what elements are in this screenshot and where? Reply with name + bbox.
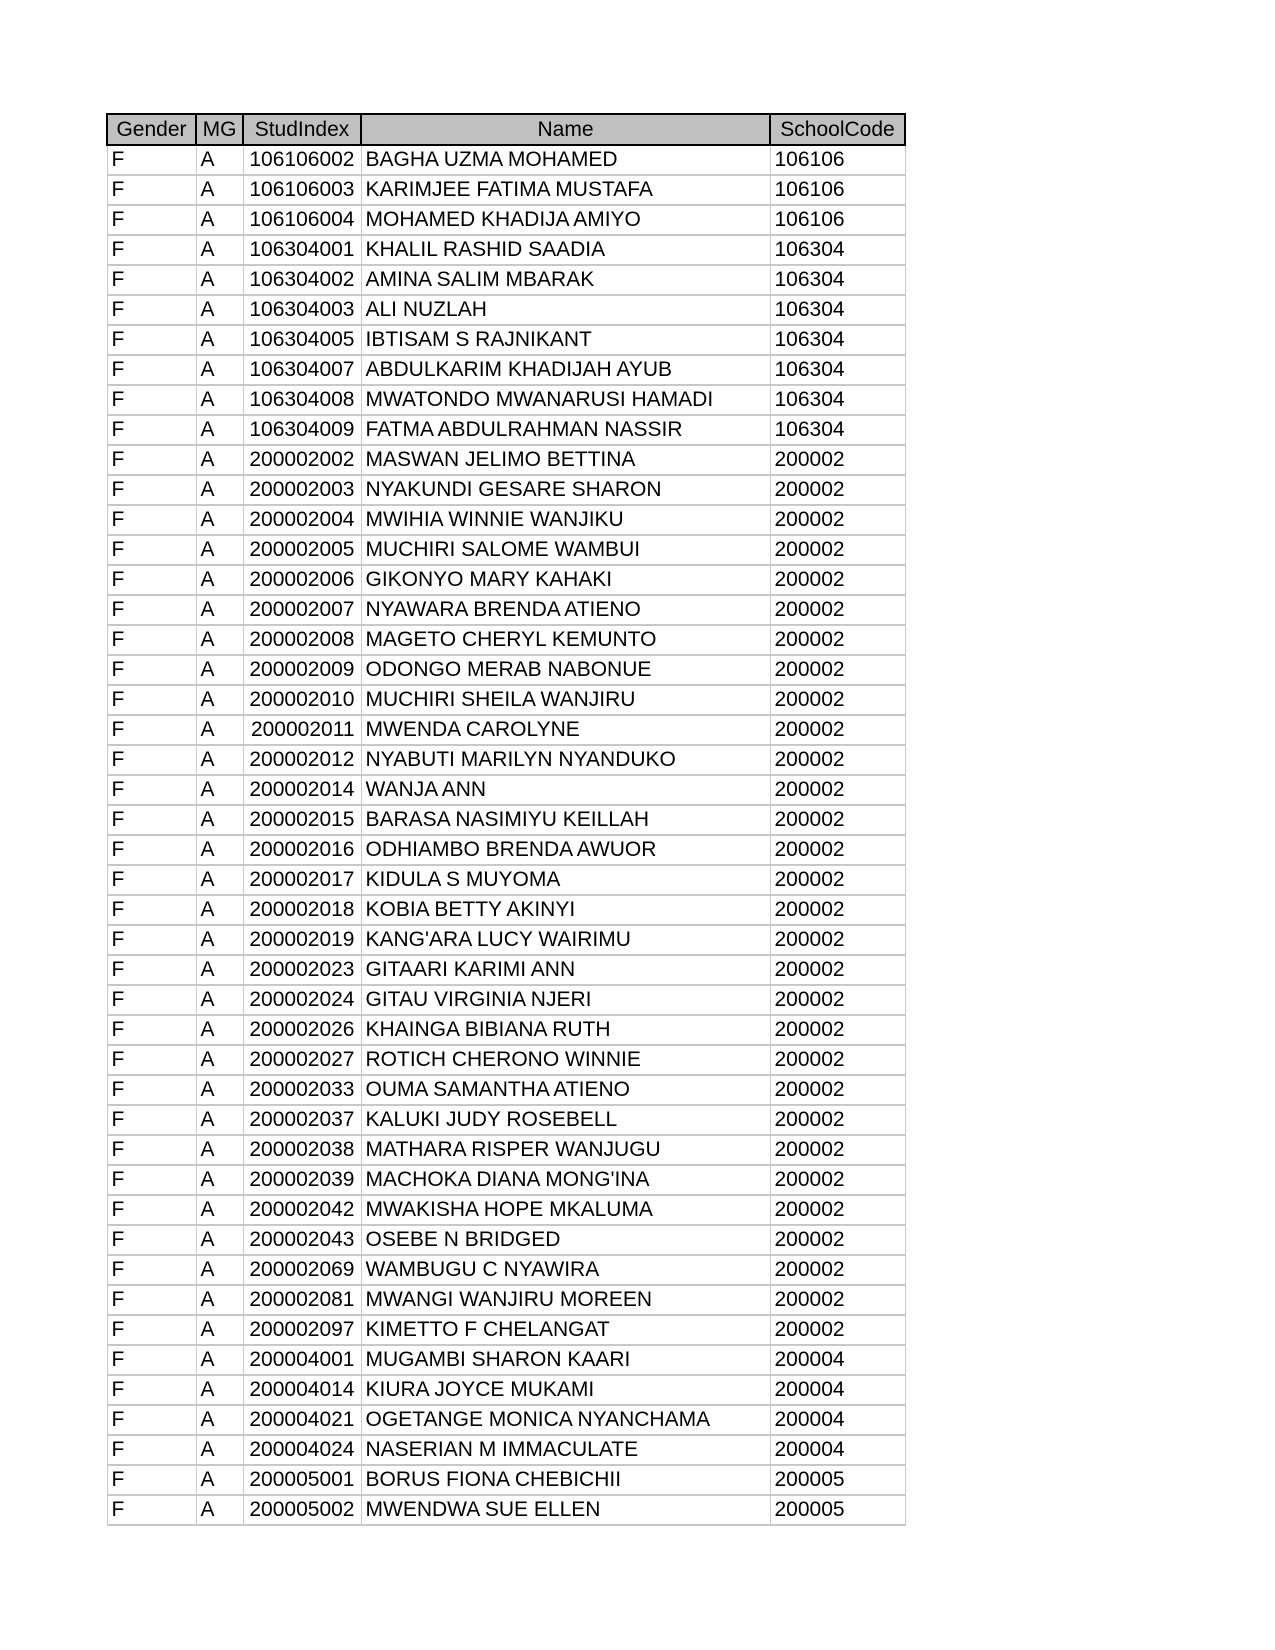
cell-name: WAMBUGU C NYAWIRA <box>361 1255 770 1285</box>
cell-mg: A <box>196 235 243 265</box>
cell-mg: A <box>196 685 243 715</box>
table-row <box>107 1465 905 1495</box>
cell-gender: F <box>107 445 196 475</box>
header-mg: MG <box>196 114 243 145</box>
table-row <box>107 1225 905 1255</box>
cell-name: NASERIAN M IMMACULATE <box>361 1435 770 1465</box>
cell-name: GITAU VIRGINIA NJERI <box>361 985 770 1015</box>
cell-school-code: 106304 <box>770 415 905 445</box>
cell-name: BARASA NASIMIYU KEILLAH <box>361 805 770 835</box>
cell-mg: A <box>196 565 243 595</box>
table-row <box>107 1285 905 1315</box>
cell-school-code: 200002 <box>770 535 905 565</box>
table-row <box>107 1315 905 1345</box>
cell-school-code: 200002 <box>770 1045 905 1075</box>
cell-stud-index: 200002081 <box>243 1285 361 1315</box>
cell-stud-index: 200002012 <box>243 745 361 775</box>
table-row <box>107 325 905 355</box>
cell-gender: F <box>107 1135 196 1165</box>
cell-stud-index: 200005002 <box>243 1495 361 1525</box>
cell-stud-index: 200002027 <box>243 1045 361 1075</box>
cell-gender: F <box>107 565 196 595</box>
cell-name: KHALIL RASHID SAADIA <box>361 235 770 265</box>
cell-gender: F <box>107 1165 196 1195</box>
cell-name: ABDULKARIM KHADIJAH AYUB <box>361 355 770 385</box>
cell-gender: F <box>107 1015 196 1045</box>
cell-gender: F <box>107 895 196 925</box>
table-row <box>107 805 905 835</box>
table-row <box>107 685 905 715</box>
cell-gender: F <box>107 925 196 955</box>
cell-mg: A <box>196 715 243 745</box>
cell-school-code: 200002 <box>770 445 905 475</box>
cell-school-code: 200002 <box>770 1015 905 1045</box>
cell-school-code: 200002 <box>770 625 905 655</box>
cell-gender: F <box>107 1045 196 1075</box>
cell-school-code: 200002 <box>770 1285 905 1315</box>
table-row <box>107 955 905 985</box>
cell-name: ODONGO MERAB NABONUE <box>361 655 770 685</box>
table-row <box>107 1015 905 1045</box>
cell-school-code: 200004 <box>770 1345 905 1375</box>
cell-name: MUCHIRI SALOME WAMBUI <box>361 535 770 565</box>
cell-gender: F <box>107 145 196 175</box>
cell-name: GIKONYO MARY KAHAKI <box>361 565 770 595</box>
cell-mg: A <box>196 1015 243 1045</box>
cell-stud-index: 200004021 <box>243 1405 361 1435</box>
table-row <box>107 1255 905 1285</box>
cell-stud-index: 200002017 <box>243 865 361 895</box>
cell-gender: F <box>107 235 196 265</box>
cell-gender: F <box>107 655 196 685</box>
cell-name: BAGHA UZMA MOHAMED <box>361 145 770 175</box>
cell-stud-index: 200004024 <box>243 1435 361 1465</box>
header-name: Name <box>361 114 770 145</box>
cell-stud-index: 200002023 <box>243 955 361 985</box>
cell-mg: A <box>196 1195 243 1225</box>
cell-mg: A <box>196 445 243 475</box>
table-row <box>107 1345 905 1375</box>
cell-gender: F <box>107 955 196 985</box>
cell-mg: A <box>196 355 243 385</box>
table-row <box>107 715 905 745</box>
cell-name: KHAINGA BIBIANA RUTH <box>361 1015 770 1045</box>
cell-gender: F <box>107 295 196 325</box>
cell-school-code: 106106 <box>770 145 905 175</box>
cell-school-code: 200002 <box>770 1315 905 1345</box>
cell-gender: F <box>107 1435 196 1465</box>
cell-mg: A <box>196 985 243 1015</box>
table-row <box>107 865 905 895</box>
cell-gender: F <box>107 1405 196 1435</box>
cell-mg: A <box>196 1435 243 1465</box>
header-stud-index: StudIndex <box>243 114 361 145</box>
cell-mg: A <box>196 1315 243 1345</box>
cell-gender: F <box>107 1285 196 1315</box>
header-row <box>107 114 905 145</box>
cell-stud-index: 200004014 <box>243 1375 361 1405</box>
cell-name: NYAKUNDI GESARE SHARON <box>361 475 770 505</box>
cell-mg: A <box>196 505 243 535</box>
cell-mg: A <box>196 835 243 865</box>
cell-school-code: 106304 <box>770 295 905 325</box>
student-roster-table <box>106 113 906 1526</box>
table-row <box>107 1105 905 1135</box>
cell-mg: A <box>196 475 243 505</box>
cell-school-code: 200002 <box>770 955 905 985</box>
cell-name: NYAWARA BRENDA ATIENO <box>361 595 770 625</box>
cell-stud-index: 106106002 <box>243 145 361 175</box>
cell-name: MWENDWA SUE ELLEN <box>361 1495 770 1525</box>
table-row <box>107 475 905 505</box>
cell-gender: F <box>107 805 196 835</box>
table-row <box>107 295 905 325</box>
cell-name: MUGAMBI SHARON KAARI <box>361 1345 770 1375</box>
cell-mg: A <box>196 1105 243 1135</box>
cell-stud-index: 200002033 <box>243 1075 361 1105</box>
cell-school-code: 106304 <box>770 235 905 265</box>
student-roster-sheet <box>106 113 906 1526</box>
table-row <box>107 1435 905 1465</box>
cell-school-code: 200004 <box>770 1375 905 1405</box>
cell-school-code: 200002 <box>770 835 905 865</box>
cell-school-code: 200002 <box>770 1255 905 1285</box>
cell-stud-index: 106106003 <box>243 175 361 205</box>
cell-stud-index: 106106004 <box>243 205 361 235</box>
cell-stud-index: 200002003 <box>243 475 361 505</box>
cell-name: ALI NUZLAH <box>361 295 770 325</box>
cell-mg: A <box>196 1225 243 1255</box>
cell-school-code: 200002 <box>770 1075 905 1105</box>
cell-gender: F <box>107 415 196 445</box>
cell-school-code: 200004 <box>770 1435 905 1465</box>
cell-name: OUMA SAMANTHA ATIENO <box>361 1075 770 1105</box>
cell-school-code: 200002 <box>770 715 905 745</box>
cell-stud-index: 200002011 <box>243 715 361 745</box>
cell-stud-index: 200002069 <box>243 1255 361 1285</box>
table-row <box>107 625 905 655</box>
cell-school-code: 106304 <box>770 265 905 295</box>
cell-name: MWATONDO MWANARUSI HAMADI <box>361 385 770 415</box>
cell-name: KOBIA BETTY AKINYI <box>361 895 770 925</box>
cell-gender: F <box>107 835 196 865</box>
cell-school-code: 200002 <box>770 565 905 595</box>
cell-school-code: 200002 <box>770 685 905 715</box>
cell-gender: F <box>107 1465 196 1495</box>
cell-mg: A <box>196 325 243 355</box>
cell-gender: F <box>107 475 196 505</box>
cell-school-code: 200002 <box>770 1105 905 1135</box>
table-row <box>107 895 905 925</box>
cell-mg: A <box>196 205 243 235</box>
cell-school-code: 200002 <box>770 805 905 835</box>
cell-gender: F <box>107 1375 196 1405</box>
table-row <box>107 415 905 445</box>
cell-stud-index: 200005001 <box>243 1465 361 1495</box>
cell-stud-index: 200002005 <box>243 535 361 565</box>
cell-stud-index: 200002024 <box>243 985 361 1015</box>
cell-mg: A <box>196 895 243 925</box>
table-row <box>107 985 905 1015</box>
cell-mg: A <box>196 625 243 655</box>
cell-school-code: 200002 <box>770 1135 905 1165</box>
cell-name: OSEBE N BRIDGED <box>361 1225 770 1255</box>
table-row <box>107 595 905 625</box>
table-row <box>107 235 905 265</box>
cell-school-code: 200005 <box>770 1465 905 1495</box>
cell-stud-index: 200002043 <box>243 1225 361 1255</box>
cell-gender: F <box>107 685 196 715</box>
cell-name: FATMA ABDULRAHMAN NASSIR <box>361 415 770 445</box>
table-row <box>107 1375 905 1405</box>
cell-school-code: 200002 <box>770 925 905 955</box>
cell-name: IBTISAM S RAJNIKANT <box>361 325 770 355</box>
table-row <box>107 265 905 295</box>
cell-school-code: 200004 <box>770 1405 905 1435</box>
cell-stud-index: 200002007 <box>243 595 361 625</box>
table-row <box>107 505 905 535</box>
cell-school-code: 200002 <box>770 595 905 625</box>
cell-stud-index: 200002019 <box>243 925 361 955</box>
cell-gender: F <box>107 745 196 775</box>
cell-gender: F <box>107 505 196 535</box>
table-row <box>107 775 905 805</box>
cell-stud-index: 200004001 <box>243 1345 361 1375</box>
table-row <box>107 1195 905 1225</box>
cell-gender: F <box>107 865 196 895</box>
cell-name: AMINA SALIM MBARAK <box>361 265 770 295</box>
table-row <box>107 175 905 205</box>
cell-stud-index: 200002039 <box>243 1165 361 1195</box>
table-row <box>107 925 905 955</box>
cell-school-code: 200005 <box>770 1495 905 1525</box>
cell-mg: A <box>196 1075 243 1105</box>
cell-stud-index: 200002008 <box>243 625 361 655</box>
cell-school-code: 106106 <box>770 205 905 235</box>
cell-stud-index: 200002038 <box>243 1135 361 1165</box>
cell-mg: A <box>196 1135 243 1165</box>
cell-school-code: 200002 <box>770 865 905 895</box>
cell-stud-index: 200002006 <box>243 565 361 595</box>
cell-name: GITAARI KARIMI ANN <box>361 955 770 985</box>
cell-gender: F <box>107 175 196 205</box>
cell-stud-index: 200002015 <box>243 805 361 835</box>
cell-school-code: 106304 <box>770 385 905 415</box>
cell-gender: F <box>107 1315 196 1345</box>
cell-gender: F <box>107 1075 196 1105</box>
table-row <box>107 745 905 775</box>
cell-gender: F <box>107 625 196 655</box>
cell-name: KANG'ARA LUCY WAIRIMU <box>361 925 770 955</box>
cell-mg: A <box>196 145 243 175</box>
cell-name: MWIHIA WINNIE WANJIKU <box>361 505 770 535</box>
cell-name: MWENDA CAROLYNE <box>361 715 770 745</box>
cell-school-code: 200002 <box>770 895 905 925</box>
cell-gender: F <box>107 775 196 805</box>
cell-name: MUCHIRI SHEILA WANJIRU <box>361 685 770 715</box>
table-row <box>107 1495 905 1525</box>
cell-mg: A <box>196 745 243 775</box>
cell-stud-index: 200002097 <box>243 1315 361 1345</box>
cell-name: ROTICH CHERONO WINNIE <box>361 1045 770 1075</box>
cell-name: MATHARA RISPER WANJUGU <box>361 1135 770 1165</box>
cell-school-code: 200002 <box>770 745 905 775</box>
cell-gender: F <box>107 355 196 385</box>
table-row <box>107 535 905 565</box>
table-row <box>107 1405 905 1435</box>
table-row <box>107 655 905 685</box>
cell-stud-index: 106304001 <box>243 235 361 265</box>
cell-name: MWAKISHA HOPE MKALUMA <box>361 1195 770 1225</box>
cell-gender: F <box>107 205 196 235</box>
cell-mg: A <box>196 595 243 625</box>
cell-stud-index: 200002014 <box>243 775 361 805</box>
cell-school-code: 200002 <box>770 1165 905 1195</box>
cell-mg: A <box>196 535 243 565</box>
cell-name: MAGETO CHERYL KEMUNTO <box>361 625 770 655</box>
header-school-code: SchoolCode <box>770 114 905 145</box>
cell-name: MACHOKA DIANA MONG'INA <box>361 1165 770 1195</box>
cell-school-code: 200002 <box>770 1195 905 1225</box>
table-row <box>107 1135 905 1165</box>
table-row <box>107 205 905 235</box>
cell-name: KALUKI JUDY ROSEBELL <box>361 1105 770 1135</box>
cell-gender: F <box>107 1195 196 1225</box>
cell-mg: A <box>196 1165 243 1195</box>
cell-stud-index: 200002018 <box>243 895 361 925</box>
cell-stud-index: 200002037 <box>243 1105 361 1135</box>
cell-mg: A <box>196 655 243 685</box>
cell-gender: F <box>107 265 196 295</box>
table-row <box>107 355 905 385</box>
cell-stud-index: 200002016 <box>243 835 361 865</box>
cell-stud-index: 106304002 <box>243 265 361 295</box>
cell-gender: F <box>107 985 196 1015</box>
cell-gender: F <box>107 535 196 565</box>
cell-name: MWANGI WANJIRU MOREEN <box>361 1285 770 1315</box>
cell-stud-index: 106304009 <box>243 415 361 445</box>
cell-mg: A <box>196 1465 243 1495</box>
cell-name: MASWAN JELIMO BETTINA <box>361 445 770 475</box>
cell-mg: A <box>196 925 243 955</box>
cell-school-code: 106304 <box>770 355 905 385</box>
cell-stud-index: 106304007 <box>243 355 361 385</box>
table-row <box>107 145 905 175</box>
cell-stud-index: 200002010 <box>243 685 361 715</box>
table-row <box>107 1075 905 1105</box>
cell-mg: A <box>196 805 243 835</box>
cell-mg: A <box>196 1495 243 1525</box>
cell-stud-index: 106304005 <box>243 325 361 355</box>
cell-gender: F <box>107 715 196 745</box>
cell-stud-index: 200002042 <box>243 1195 361 1225</box>
cell-stud-index: 200002009 <box>243 655 361 685</box>
cell-school-code: 200002 <box>770 475 905 505</box>
cell-gender: F <box>107 1495 196 1525</box>
cell-mg: A <box>196 1255 243 1285</box>
cell-name: BORUS FIONA CHEBICHII <box>361 1465 770 1495</box>
cell-mg: A <box>196 175 243 205</box>
cell-mg: A <box>196 1405 243 1435</box>
cell-mg: A <box>196 295 243 325</box>
cell-gender: F <box>107 1105 196 1135</box>
cell-mg: A <box>196 775 243 805</box>
table-row <box>107 1045 905 1075</box>
cell-stud-index: 200002002 <box>243 445 361 475</box>
table-row <box>107 565 905 595</box>
cell-mg: A <box>196 1345 243 1375</box>
cell-name: KIMETTO F CHELANGAT <box>361 1315 770 1345</box>
cell-gender: F <box>107 325 196 355</box>
cell-gender: F <box>107 1225 196 1255</box>
cell-mg: A <box>196 865 243 895</box>
cell-name: KIDULA S MUYOMA <box>361 865 770 895</box>
cell-gender: F <box>107 595 196 625</box>
cell-gender: F <box>107 1255 196 1285</box>
cell-school-code: 106304 <box>770 325 905 355</box>
cell-mg: A <box>196 385 243 415</box>
cell-mg: A <box>196 1285 243 1315</box>
table-row <box>107 385 905 415</box>
cell-name: OGETANGE MONICA NYANCHAMA <box>361 1405 770 1435</box>
header-gender: Gender <box>107 114 196 145</box>
cell-name: NYABUTI MARILYN NYANDUKO <box>361 745 770 775</box>
cell-mg: A <box>196 265 243 295</box>
cell-stud-index: 200002004 <box>243 505 361 535</box>
cell-name: KIURA JOYCE MUKAMI <box>361 1375 770 1405</box>
table-row <box>107 445 905 475</box>
cell-school-code: 200002 <box>770 505 905 535</box>
cell-name: ODHIAMBO BRENDA AWUOR <box>361 835 770 865</box>
table-row <box>107 835 905 865</box>
cell-school-code: 200002 <box>770 985 905 1015</box>
cell-stud-index: 106304003 <box>243 295 361 325</box>
cell-name: MOHAMED KHADIJA AMIYO <box>361 205 770 235</box>
cell-mg: A <box>196 1045 243 1075</box>
cell-stud-index: 106304008 <box>243 385 361 415</box>
cell-gender: F <box>107 1345 196 1375</box>
cell-name: WANJA ANN <box>361 775 770 805</box>
cell-school-code: 200002 <box>770 775 905 805</box>
cell-mg: A <box>196 1375 243 1405</box>
cell-gender: F <box>107 385 196 415</box>
cell-school-code: 106106 <box>770 175 905 205</box>
cell-mg: A <box>196 415 243 445</box>
cell-mg: A <box>196 955 243 985</box>
table-row <box>107 1165 905 1195</box>
roster-body <box>107 145 905 1525</box>
cell-name: KARIMJEE FATIMA MUSTAFA <box>361 175 770 205</box>
cell-stud-index: 200002026 <box>243 1015 361 1045</box>
cell-school-code: 200002 <box>770 655 905 685</box>
cell-school-code: 200002 <box>770 1225 905 1255</box>
